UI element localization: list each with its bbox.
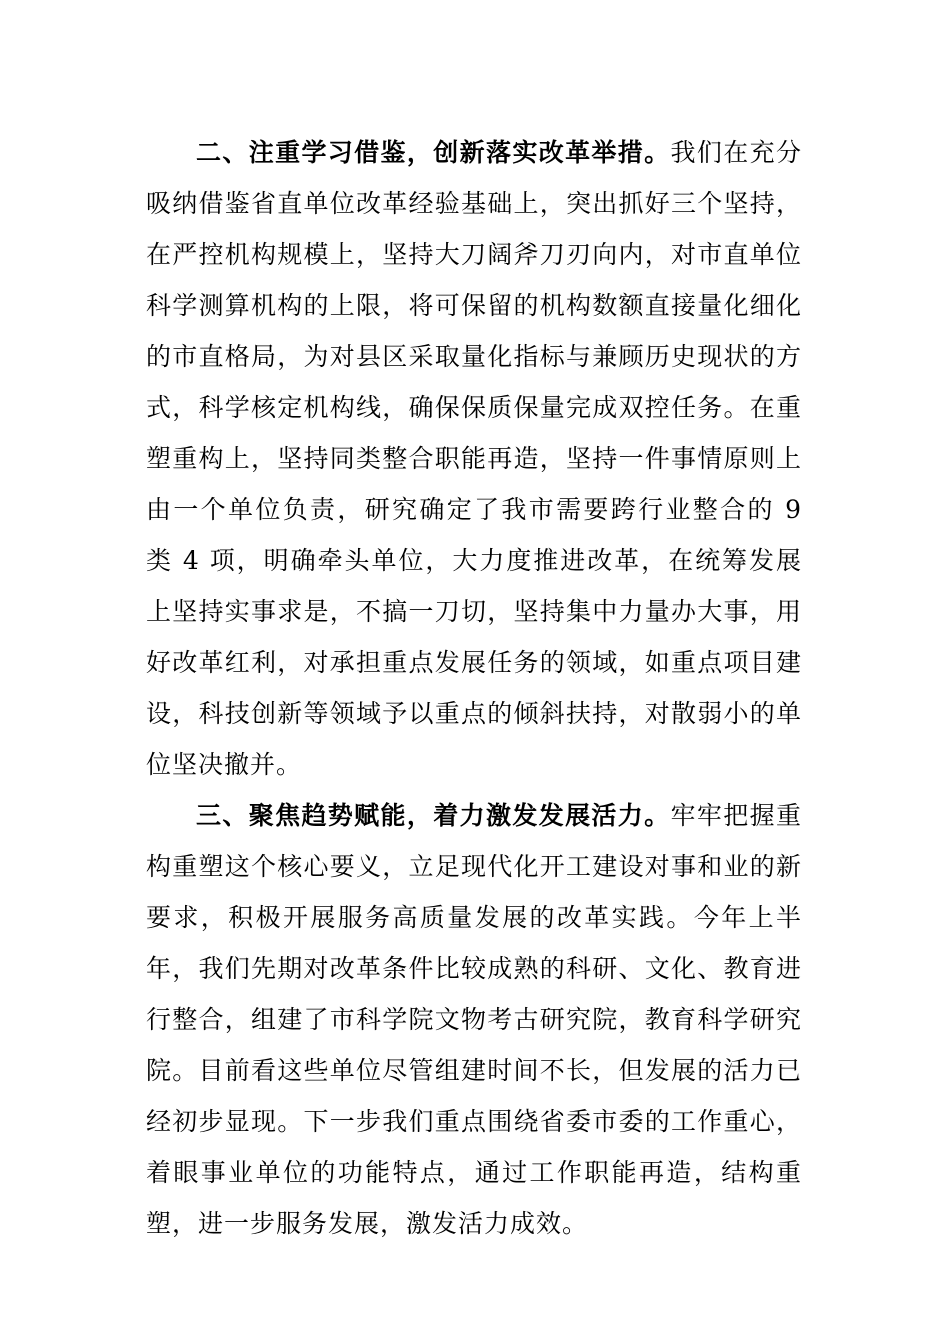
document-page [146,127,802,1249]
paragraph-body: 牢牢把握重构重塑这个核心要义，立足现代化开工建设对事和业的新要求，积极开展服务高质量发展的改革实践。今年上半年，我们先期对改革条件比较成熟的科研、文化、教育进行整合，组建了市科学院文物考古研究院，教育科学研究院。目前看这些单位尽管组建时间不长，但发展的活力已经初步显现。下一步我们重点围绕省委市委的工作重心，着眼事业单位的功能特点，通过工作职能再造，结构重塑，进一步服务发展，激发活力成效。 [146,801,802,1238]
paragraph-heading: 三、聚焦趋势赋能，着力激发发展活力。 [196,801,671,830]
paragraph-development-vitality [146,790,802,1249]
paragraph-reform-measures [146,127,802,790]
paragraph-body: 我们在充分吸纳借鉴省直单位改革经验基础上，突出抓好三个坚持，在严控机构规模上，坚持大刀阔斧刀刃向内，对市直单位科学测算机构的上限，将可保留的机构数额直接量化细化的市直格局，为对县区采取量化指标与兼顾历史现状的方式，科学核定机构线，确保保质保量完成双控任务。在重塑重构上，坚持同类整合职能再造，坚持一件事情原则上由一个单位负责，研究确定了我市需要跨行业整合的 9 类 4 项，明确牵头单位，大力度推进改革，在统筹发展上坚持实事求是，不搞一刀切，坚持集中力量办大事，用好改革红利，对承担重点发展任务的领域，如重点项目建设，科技创新等领域予以重点的倾斜扶持，对散弱小的单位坚决撤并。 [146,138,802,779]
paragraph-heading: 二、注重学习借鉴，创新落实改革举措。 [196,138,671,167]
